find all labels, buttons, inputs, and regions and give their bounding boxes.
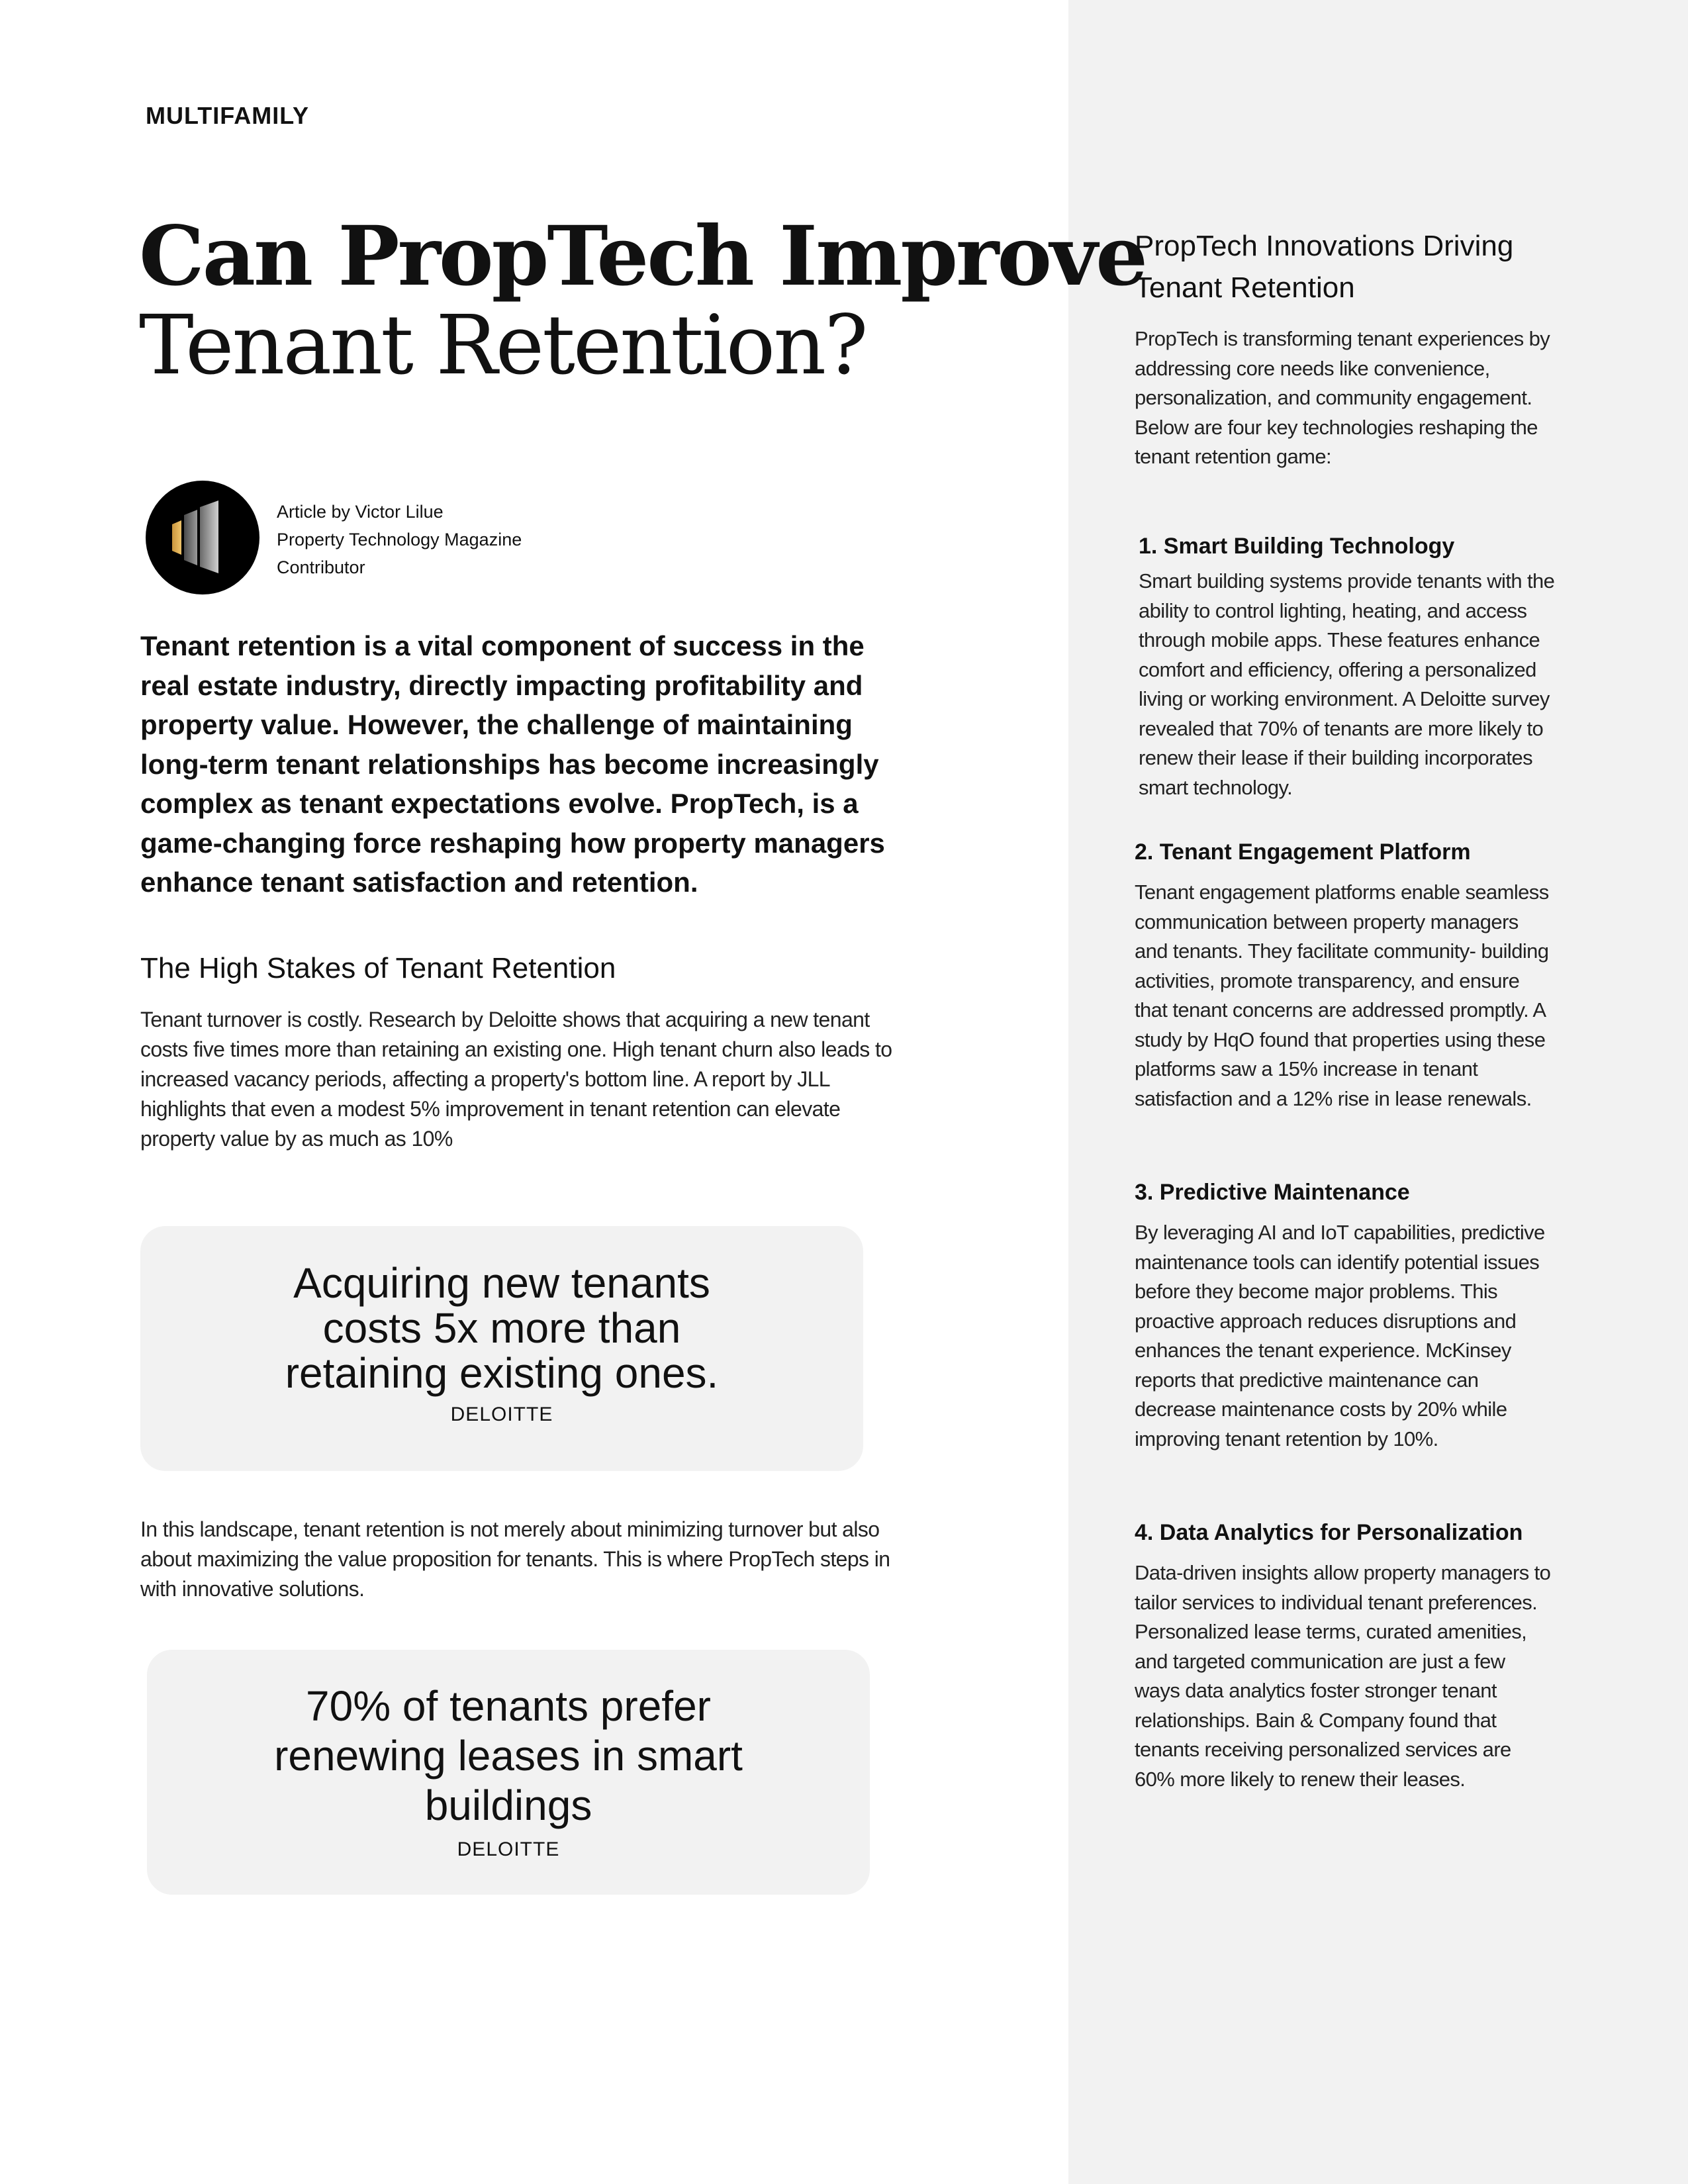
sidebar-section-2-body: Tenant engagement platforms enable seamless communication between property managers and tenants. They facilitate community- building activities, promote transparency, and ensure that tenant concerns are addressed promptly. A study by HqO found that properties using these platforms saw a 15% increase in tenant satisfaction and a 12% rise in lease renewals.	[1135, 880, 1549, 1110]
pull-quote-2-source: DELOITTE	[457, 1838, 560, 1860]
avatar	[146, 481, 259, 594]
body-paragraph-1: Tenant turnover is costly. Research by Deloitte shows that acquiring a new tenant costs five times more than retaining an existing one. High tenant churn also leads to increased vacancy periods, affecting a property's bottom line. A report by JLL highlights that even a modest 5% improvement in tenant retention can elevate property value by as much as 10%	[140, 1008, 892, 1151]
sidebar-section-2-heading: 2. Tenant Engagement Platform	[1135, 839, 1471, 865]
sidebar-section-1-heading: 1. Smart Building Technology	[1139, 534, 1455, 559]
pull-quote-2	[147, 1650, 870, 1895]
sidebar-section-3-body: By leveraging AI and IoT capabilities, predictive maintenance tools can identify potential issues before they become major problems. This proactive approach reduces disruptions and enhances the tenant experience. McKinsey reports that predictive maintenance can decrease maintenance costs by 20% while improving tenant retention by 10%.	[1135, 1221, 1545, 1450]
author-name: Article by Victor Lilue	[277, 502, 444, 522]
body-paragraph-2: In this landscape, tenant retention is not merely about minimizing turnover but also about maximizing the value proposition for tenants. This is where PropTech steps in with innovative solutions.	[140, 1517, 890, 1601]
sidebar-section-4-body: Data-driven insights allow property managers to tailor services to individual tenant preferences. Personalized lease terms, curated amenities, and targeted communication are just a few ways data analytics foster stronger tenant relationships. Bain & Company found that tenants receiving personalized services are 60% more likely to renew their leases.	[1135, 1561, 1551, 1791]
author-role: Contributor	[277, 557, 365, 577]
pull-quote-1-source: DELOITTE	[450, 1403, 553, 1425]
page-title-line1: Can PropTech Improve	[139, 209, 1146, 305]
sidebar-section-3-heading: 3. Predictive Maintenance	[1135, 1180, 1410, 1205]
pull-quote-1	[140, 1226, 863, 1471]
section-heading: The High Stakes of Tenant Retention	[140, 952, 616, 984]
page-title-line2: Tenant Retention?	[139, 298, 867, 393]
category-label: MULTIFAMILY	[146, 102, 309, 129]
sidebar-intro: PropTech is transforming tenant experiences by addressing core needs like convenience, personalization, and community engagement. Below are four key technologies reshaping the tenant retention game:	[1135, 327, 1550, 468]
author-publication: Property Technology Magazine	[277, 530, 522, 549]
lead-paragraph: Tenant retention is a vital component of success in the real estate industry, directly impacting profitability and property value. However, the challenge of maintaining long-term tenant relationships has become increasingly complex as tenant expectations evolve. PropTech, is a game-changing force reshaping how property managers enhance tenant satisfaction and retention.	[140, 630, 885, 898]
pull-quote-2-text: 70% of tenants prefer renewing leases in smart buildings	[274, 1682, 743, 1829]
sidebar-section-1-body: Smart building systems provide tenants with the ability to control lighting, heating, and access through mobile apps. These features enhance comfort and efficiency, offering a personalized living or working environment. A Deloitte survey revealed that 70% of tenants are more likely to renew their lease if their building incorporates smart technology.	[1139, 569, 1555, 799]
sidebar-section-4-heading: 4. Data Analytics for Personalization	[1135, 1520, 1523, 1545]
sidebar-title: PropTech Innovations Driving Tenant Retention	[1135, 230, 1514, 304]
logo-bars-icon	[146, 481, 259, 594]
pull-quote-1-text: Acquiring new tenants costs 5x more than retaining existing ones.	[285, 1259, 719, 1397]
author-byline	[277, 498, 522, 581]
